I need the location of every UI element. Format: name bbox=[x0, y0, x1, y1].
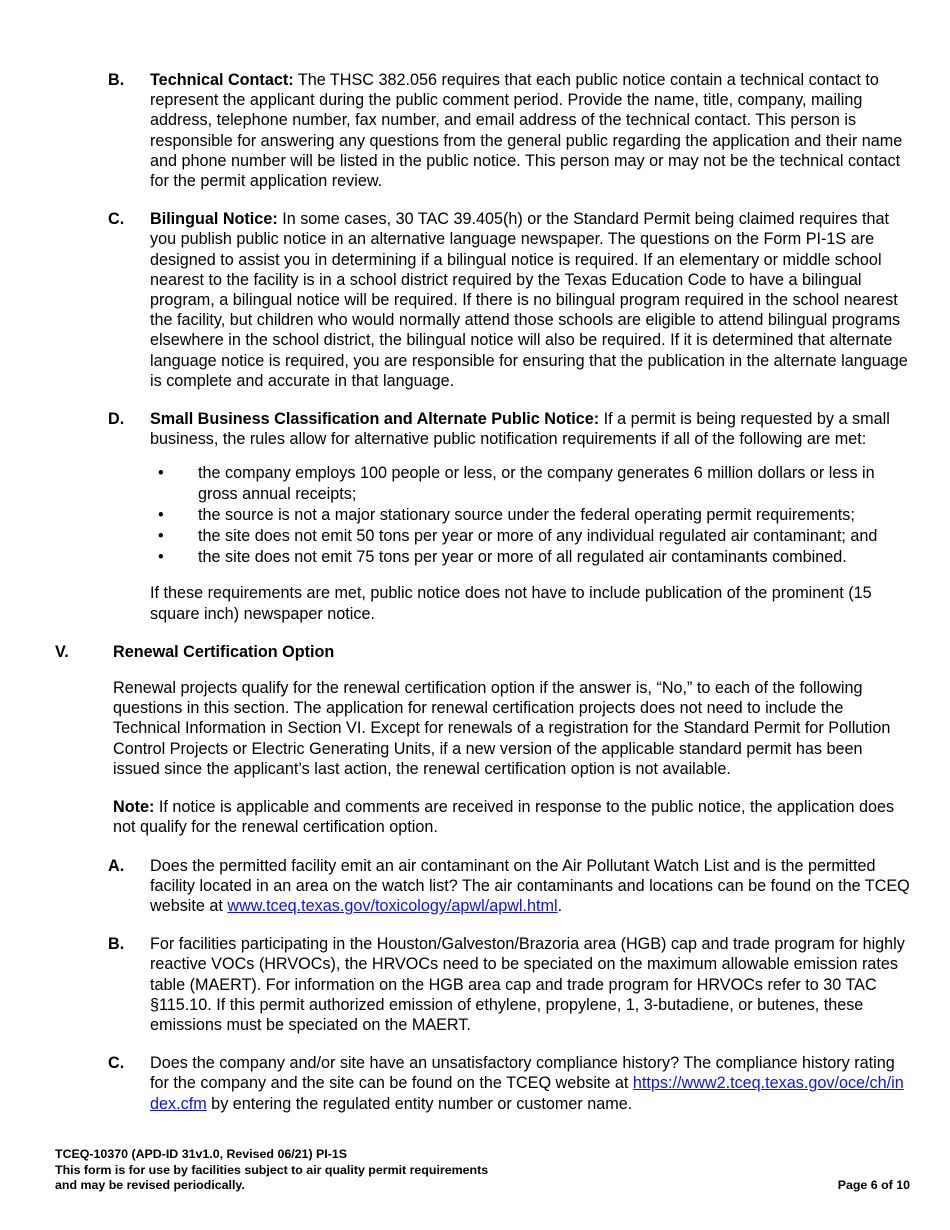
section-b-label: B. bbox=[108, 71, 125, 89]
section-v-item-b-label: B. bbox=[108, 935, 125, 954]
section-v-item-a-body bbox=[150, 856, 910, 917]
section-v-item-c-text-after: by entering the regulated entity number or customer name. bbox=[206, 1094, 633, 1113]
section-v-item-b-paragraph: For facilities participating in the Houston/Galveston/Brazoria area (HGB) cap and trade program for highly reactive VOCs (HRVOCs), the HRVOCs need to be speciated on the maximum allowable emission rates table (MAERT). For information on the HGB area cap and trade program for HRVOCs refer to 30 TAC §115.10. If this permit authorized emission of ethylene, propylene, 1, 3-butadiene, or butenes, these emissions must be speciated on the MAERT. bbox=[150, 935, 905, 1034]
section-b-body bbox=[150, 70, 910, 191]
list-item bbox=[55, 547, 910, 567]
list-item bbox=[55, 505, 910, 525]
section-v-item-a-text-after: . bbox=[557, 896, 563, 915]
note-text: If notice is applicable and comments are received in response to the public notice, the application does not qualify for the renewal certification option. bbox=[113, 798, 895, 837]
section-d-heading: Small Business Classification and Alternate Public Notice: bbox=[150, 410, 600, 429]
section-v-item-c-text-before: Does the company and/or site have an unsatisfactory compliance history? The compliance history rating for the company and the site can be found on the TCEQ website at bbox=[150, 1054, 895, 1093]
section-v-note-paragraph bbox=[113, 797, 910, 837]
section-d-text: If a permit is being requested by a small business, the rules allow for alternative public notification requirements if all of the following are met: bbox=[150, 410, 890, 449]
section-c-body bbox=[150, 209, 910, 391]
list-item-text: the site does not emit 50 tons per year or more of any individual regulated air contaminant; and bbox=[198, 527, 878, 546]
section-v-item-c-label: C. bbox=[108, 1054, 125, 1073]
bullet-icon: • bbox=[158, 527, 164, 546]
list-item bbox=[55, 463, 910, 503]
section-c-heading: Bilingual Notice: bbox=[150, 210, 278, 229]
section-d-label: D. bbox=[108, 410, 125, 429]
section-d-small-business bbox=[55, 409, 910, 449]
section-v-heading-row bbox=[55, 642, 910, 662]
list-item-text: the site does not emit 75 tons per year or more of all regulated air contaminants combined. bbox=[198, 548, 847, 567]
small-business-closing-paragraph: If these requirements are met, public notice does not have to include publication of the prominent (15 square inch) newspaper notice. bbox=[150, 584, 872, 623]
note-label: Note: bbox=[113, 798, 155, 817]
footer-last-row bbox=[55, 1178, 910, 1194]
bullet-icon: • bbox=[158, 505, 164, 524]
list-item bbox=[55, 526, 910, 546]
footer-form-id: TCEQ-10370 (APD-ID 31v1.0, Revised 06/21) PI-1S bbox=[55, 1147, 348, 1162]
bullet-icon: • bbox=[158, 464, 164, 483]
section-v-item-c-body bbox=[150, 1053, 910, 1114]
list-item-text: the company employs 100 people or less, or the company generates 6 million dollars or less in gross annual receipts; bbox=[198, 464, 875, 503]
bullet-icon: • bbox=[158, 548, 164, 567]
section-v-item-a bbox=[55, 856, 910, 917]
footer-usage-line-2: and may be revised periodically. bbox=[55, 1178, 245, 1193]
apwl-link[interactable]: www.tceq.texas.gov/toxicology/apwl/apwl.html bbox=[227, 896, 558, 915]
section-c-text: In some cases, 30 TAC 39.405(h) or the Standard Permit being claimed requires that you publish public notice in an alternative language newspaper. The questions on the Form PI-1S are designed to assist you in determining if a bilingual notice is required. If an elementary or middle school nearest to the facility is in a school district required by the Texas Education Code to have a bilingual program, a bilingual notice will be required. If there is no bilingual program required in the school nearest the facility, but children who would normally attend those schools are eligible to attend bilingual programs elsewhere in the school district, the bilingual notice will also be required. If it is determined that alternate language notice is required, you are responsible for ensuring that the publication in the alternate language is complete and accurate in that language. bbox=[150, 210, 908, 390]
section-v-item-b bbox=[55, 934, 910, 1035]
footer-usage-line-1: This form is for use by facilities subject to air quality permit requirements bbox=[55, 1162, 489, 1177]
section-c-bilingual-notice bbox=[55, 209, 910, 391]
section-v-item-a-label: A. bbox=[108, 856, 125, 875]
section-d-body bbox=[150, 409, 910, 449]
section-b-paragraph bbox=[150, 70, 910, 191]
section-v-item-b-body bbox=[150, 934, 910, 1035]
page-title: Renewal Certification Option bbox=[113, 642, 335, 661]
page-footer bbox=[55, 1147, 910, 1194]
section-b-heading: Technical Contact: bbox=[150, 71, 294, 89]
section-v-item-a-paragraph bbox=[150, 856, 910, 917]
section-c-paragraph bbox=[150, 209, 910, 391]
section-b-text: The THSC 382.056 requires that each public notice contain a technical contact to represent the applicant during the public comment period. Provide the name, title, company, mailing address, telephone number, fax number, and email address of the technical contact. This person is responsible for answering any questions from the general public regarding the application and their name and phone number will be listed in the public notice. This person may or may not be the technical contact for the permit application review. bbox=[150, 71, 903, 191]
footer-page-number: Page 6 of 10 bbox=[837, 1178, 910, 1193]
section-v-numeral: V. bbox=[55, 642, 69, 661]
compliance-history-link[interactable]: https://www2.tceq.texas.gov/oce/ch/index.cfm bbox=[150, 1074, 904, 1113]
section-c-label: C. bbox=[108, 210, 125, 229]
section-v-item-c-paragraph bbox=[150, 1053, 910, 1114]
small-business-criteria-list bbox=[55, 463, 910, 567]
section-v-intro-paragraph: Renewal projects qualify for the renewal certification option if the answer is, “No,” to each of the following questions in this section. The application for renewal certification projects does not need to include the Technical Information in Section VI. Except for renewals of a registration for the Standard Permit for Pollution Control Projects or Electric Generating Units, if a new version of the applicable standard permit has been issued since the applicant’s last action, the renewal certification option is not available. bbox=[113, 679, 891, 778]
section-v-item-c bbox=[55, 1053, 910, 1114]
section-b-technical-contact bbox=[55, 70, 910, 191]
list-item-text: the source is not a major stationary source under the federal operating permit requirements; bbox=[198, 505, 855, 524]
section-d-paragraph bbox=[150, 409, 910, 449]
section-v-item-a-text-before: Does the permitted facility emit an air contaminant on the Air Pollutant Watch List and is the permitted facility located in an area on the watch list? The air contaminants and locations can be found on the TCEQ website at bbox=[150, 856, 910, 915]
